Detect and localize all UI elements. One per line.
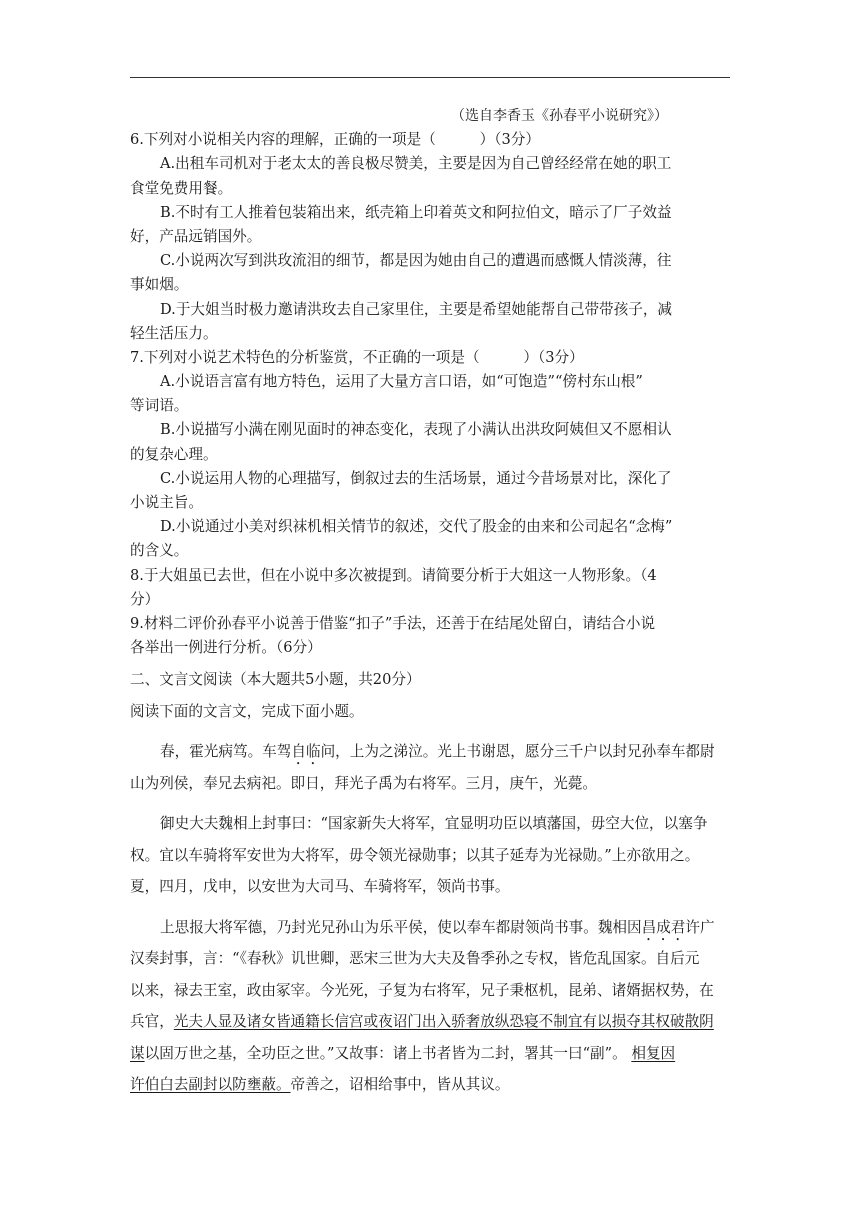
emphasized-text: 自临 [291, 743, 321, 761]
option-d-line2: 轻生活压力。 [130, 324, 218, 342]
question-7 [130, 346, 730, 564]
paragraph-line: 御史大夫魏相上封事曰：“国家新失大将军，宜显明功臣以填藩国，毋空大位，以塞争 [160, 815, 708, 833]
paragraph-line [130, 1069, 730, 1101]
paragraph-line: 汉奏封事，言：“《春秋》讥世卿，恶宋三世为大夫及鲁季孙之专权，皆危乱国家。自后元 [130, 950, 700, 968]
paragraph-line: 权。宜以车骑将军安世为大将军，毋令领光禄勋事；以其子延寿为光禄勋。”上亦欲用之。 [130, 846, 700, 864]
header-rule [130, 77, 730, 78]
passage-paragraph-3 [130, 912, 730, 1101]
passage-paragraph-1 [130, 736, 730, 799]
option-b-line1: B.不时有工人推着包装箱出来，纸壳箱上印着英文和阿拉伯文，暗示了厂子效益 [160, 203, 672, 221]
option-a-line1: A.小说语言富有地方特色，运用了大量方言口语，如“可饱造”“傍村东山根” [160, 373, 643, 391]
text-span: 许广 [685, 918, 715, 936]
text-span: 以固万世之基，全功臣之世。”又故事：诸上书者皆为二封，署其一曰“副”。 [144, 1044, 632, 1062]
reading-instruction: 阅读下面的文言文，完成下面小题。 [130, 702, 364, 720]
text-span: 上思报大将军德，乃封光兄孙山为乐平侯，使以奉车都尉领尚书事。魏相因 [160, 918, 642, 936]
underlined-text: 谋 [130, 1044, 145, 1062]
paragraph-line [130, 736, 730, 768]
underlined-text: 光夫人显及诸女皆通籍长信宫或夜诏门出入骄奢放纵恐寝不制宜有以损夺其权破散阴 [173, 1013, 714, 1031]
question-9-line2: 各举出一例进行分析。（6分） [130, 639, 322, 657]
section-heading: 二、文言文阅读（本大题共5小题，共20分） [130, 671, 421, 689]
classical-section [130, 664, 730, 1101]
question-8-line2: 分） [130, 590, 160, 608]
emphasized-text: 昌成君 [641, 918, 686, 936]
option-c-line1: C.小说运用人物的心理描写，倒叙过去的生活场景，通过今昔场景对比，深化了 [160, 469, 672, 487]
question-stem: 7.下列对小说艺术特色的分析鉴赏，不正确的一项是（ ）（3分） [130, 348, 584, 366]
underlined-text: 相复因 [631, 1044, 676, 1062]
passage-paragraph-2 [130, 808, 730, 903]
paragraph-line: 夏，四月，戊申，以安世为大司马、车骑将军，领尚书事。 [130, 878, 510, 896]
option-b-line2: 的复杂心理。 [130, 445, 218, 463]
option-d-line1: D.于大姐当时极力邀请洪玫去自己家里住，主要是希望她能帮自己带带孩子，减 [160, 300, 673, 318]
paragraph-line [130, 1038, 730, 1070]
option-d-line2: 的含义。 [130, 542, 189, 560]
option-a-line2: 食堂免费用餐。 [130, 179, 233, 197]
question-6 [130, 128, 730, 346]
document-page [130, 104, 730, 1101]
option-d-line1: D.小说通过小美对织袜机相关情节的叙述，交代了股金的由来和公司起名“念梅” [160, 518, 673, 536]
option-c-line2: 事如烟。 [130, 276, 189, 294]
question-9-line1: 9.材料二评价孙春平小说善于借鉴“扣子”手法，还善于在结尾处留白，请结合小说 [130, 614, 656, 632]
question-stem: 6.下列对小说相关内容的理解，正确的一项是（ ）（3分） [130, 131, 540, 149]
paragraph-line [130, 1006, 730, 1038]
underlined-text: 许伯白去副封以防壅蔽。 [130, 1076, 291, 1094]
question-8 [130, 564, 730, 612]
option-a-line1: A.出租车司机对于老太太的善良极尽赞美，主要是因为自己曾经经常在她的职工 [160, 155, 672, 173]
text-span: 问，上为之涕泣。光上书谢恩，愿分三千户以封兄孙奉车都尉 [320, 743, 715, 761]
question-8-line1: 8.于大姐虽已去世，但在小说中多次被提到。请简要分析于大姐这一人物形象。（4 [130, 566, 657, 584]
option-b-line2: 好，产品远销国外。 [130, 227, 262, 245]
paragraph-line: 以来，禄去王室，政由冢宰。今光死，子复为右将军，兄子秉枢机，昆弟、诸婿据权势，在 [130, 981, 714, 999]
option-c-line1: C.小说两次写到洪玫流泪的细节，都是因为她由自己的遭遇而感慨人情淡薄，往 [160, 252, 672, 270]
option-a-line2: 等词语。 [130, 397, 189, 415]
source-citation: （选自李香玉《孙春平小说研究》） [451, 108, 668, 124]
option-c-line2: 小说主旨。 [130, 494, 203, 511]
question-9 [130, 612, 730, 660]
text-span: 帝善之，诏相给事中，皆从其议。 [290, 1076, 510, 1094]
option-b-line1: B.小说描写小满在刚见面时的神态变化，表现了小满认出洪玫阿姨但又不愿相认 [160, 421, 672, 439]
text-span: 春，霍光病笃。车驾 [160, 743, 292, 761]
paragraph-line: 山为列侯，奉兄去病祀。即日，拜光子禹为右将军。三月，庚午，光薨。 [130, 774, 598, 792]
text-span: 兵官， [130, 1013, 174, 1031]
paragraph-line [130, 912, 730, 944]
